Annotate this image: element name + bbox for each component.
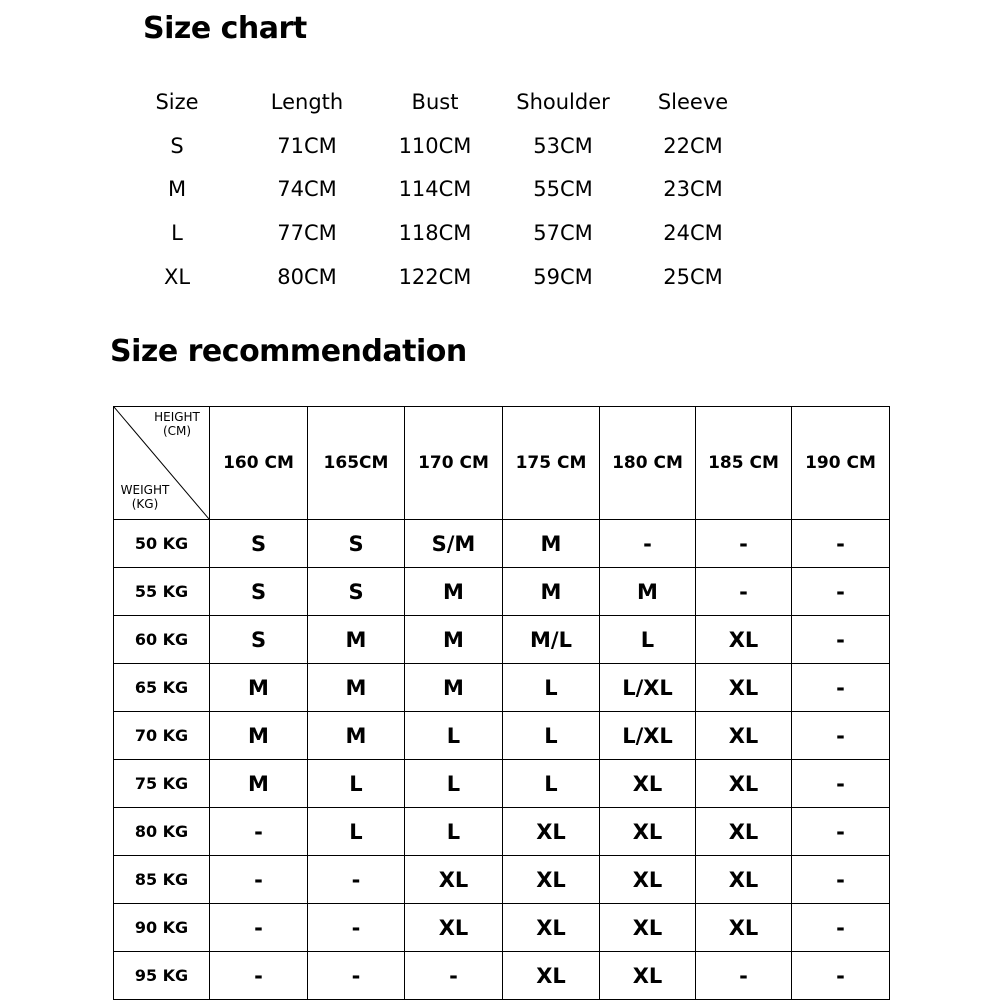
size-recommendation-table bbox=[113, 406, 890, 1000]
size-chart-header-shoulder: Shoulder bbox=[516, 90, 610, 114]
size-chart-row bbox=[110, 167, 810, 211]
weight-header: 60 KG bbox=[114, 616, 210, 664]
recommended-size-cell: L bbox=[308, 760, 405, 808]
recommended-size-cell: - bbox=[696, 568, 792, 616]
recommended-size-cell: XL bbox=[696, 904, 792, 952]
recommended-size-cell: - bbox=[696, 520, 792, 568]
height-header: 175 CM bbox=[503, 407, 600, 520]
recommended-size-cell: L bbox=[405, 712, 503, 760]
size-chart-row bbox=[110, 211, 810, 255]
weight-header: 55 KG bbox=[114, 568, 210, 616]
recommendation-row bbox=[114, 952, 890, 1000]
recommended-size-cell: M bbox=[210, 664, 308, 712]
weight-axis-label bbox=[117, 483, 173, 511]
height-header: 180 CM bbox=[600, 407, 696, 520]
recommended-size-cell: - bbox=[308, 904, 405, 952]
recommended-size-cell: - bbox=[210, 952, 308, 1000]
size-chart-cell-bust: 110CM bbox=[398, 134, 472, 158]
recommended-size-cell: XL bbox=[696, 712, 792, 760]
size-recommendation-title: Size recommendation bbox=[110, 334, 467, 369]
size-chart-cell-size: S bbox=[170, 134, 184, 158]
recommended-size-cell: - bbox=[308, 856, 405, 904]
recommended-size-cell: M/L bbox=[503, 616, 600, 664]
recommended-size-cell: M bbox=[308, 664, 405, 712]
recommended-size-cell: S bbox=[210, 520, 308, 568]
weight-header: 85 KG bbox=[114, 856, 210, 904]
recommended-size-cell: - bbox=[792, 616, 890, 664]
size-chart-cell-sleeve: 25CM bbox=[663, 265, 723, 289]
recommended-size-cell: - bbox=[210, 904, 308, 952]
size-chart-header-length: Length bbox=[270, 90, 344, 114]
recommended-size-cell: - bbox=[600, 520, 696, 568]
size-chart-cell-shoulder: 59CM bbox=[533, 265, 593, 289]
weight-header: 70 KG bbox=[114, 712, 210, 760]
recommended-size-cell: L/XL bbox=[600, 712, 696, 760]
weight-unit: (KG) bbox=[131, 497, 159, 511]
recommendation-row bbox=[114, 712, 890, 760]
size-chart-cell-bust: 114CM bbox=[398, 177, 472, 201]
recommended-size-cell: M bbox=[210, 760, 308, 808]
recommended-size-cell: L bbox=[503, 712, 600, 760]
weight-header: 95 KG bbox=[114, 952, 210, 1000]
recommended-size-cell: - bbox=[792, 808, 890, 856]
recommended-size-cell: - bbox=[792, 856, 890, 904]
recommended-size-cell: - bbox=[792, 520, 890, 568]
recommended-size-cell: M bbox=[600, 568, 696, 616]
recommended-size-cell: - bbox=[792, 760, 890, 808]
height-header: 160 CM bbox=[210, 407, 308, 520]
weight-header: 90 KG bbox=[114, 904, 210, 952]
recommended-size-cell: L bbox=[503, 664, 600, 712]
recommended-size-cell: - bbox=[405, 952, 503, 1000]
size-chart-title: Size chart bbox=[143, 11, 307, 46]
recommended-size-cell: L bbox=[503, 760, 600, 808]
recommended-size-cell: S bbox=[210, 616, 308, 664]
height-axis-label bbox=[147, 410, 207, 438]
weight-header: 50 KG bbox=[114, 520, 210, 568]
recommended-size-cell: XL bbox=[503, 808, 600, 856]
recommendation-row bbox=[114, 760, 890, 808]
size-chart-cell-length: 71CM bbox=[277, 134, 337, 158]
recommended-size-cell: M bbox=[405, 568, 503, 616]
size-chart-cell-length: 80CM bbox=[277, 265, 337, 289]
height-header: 170 CM bbox=[405, 407, 503, 520]
recommendation-row bbox=[114, 904, 890, 952]
recommended-size-cell: M bbox=[308, 712, 405, 760]
recommendation-row bbox=[114, 664, 890, 712]
recommended-size-cell: XL bbox=[503, 952, 600, 1000]
size-chart-cell-size: L bbox=[171, 221, 183, 245]
weight-header: 80 KG bbox=[114, 808, 210, 856]
size-chart-cell-length: 74CM bbox=[277, 177, 337, 201]
size-chart-cell-size: XL bbox=[163, 265, 191, 289]
recommended-size-cell: - bbox=[792, 568, 890, 616]
recommendation-row bbox=[114, 616, 890, 664]
recommended-size-cell: L bbox=[405, 760, 503, 808]
recommended-size-cell: S bbox=[308, 568, 405, 616]
size-chart-cell-shoulder: 57CM bbox=[533, 221, 593, 245]
recommended-size-cell: S/M bbox=[405, 520, 503, 568]
recommended-size-cell: - bbox=[792, 712, 890, 760]
height-header: 190 CM bbox=[792, 407, 890, 520]
recommended-size-cell: S bbox=[210, 568, 308, 616]
corner-header-cell bbox=[114, 407, 210, 520]
recommended-size-cell: XL bbox=[600, 952, 696, 1000]
size-chart-header-row bbox=[110, 80, 810, 124]
recommendation-header-row bbox=[114, 407, 890, 520]
weight-label: WEIGHT bbox=[120, 483, 170, 497]
recommended-size-cell: XL bbox=[405, 904, 503, 952]
recommended-size-cell: L bbox=[405, 808, 503, 856]
recommended-size-cell: L/XL bbox=[600, 664, 696, 712]
recommendation-row bbox=[114, 808, 890, 856]
size-chart-cell-shoulder: 53CM bbox=[533, 134, 593, 158]
size-chart-cell-length: 77CM bbox=[277, 221, 337, 245]
size-chart-cell-bust: 118CM bbox=[398, 221, 472, 245]
recommended-size-cell: M bbox=[405, 664, 503, 712]
recommended-size-cell: XL bbox=[600, 856, 696, 904]
recommended-size-cell: - bbox=[308, 952, 405, 1000]
recommended-size-cell: - bbox=[792, 664, 890, 712]
recommended-size-cell: XL bbox=[503, 856, 600, 904]
recommended-size-cell: XL bbox=[600, 760, 696, 808]
recommended-size-cell: M bbox=[308, 616, 405, 664]
recommended-size-cell: S bbox=[308, 520, 405, 568]
recommendation-row bbox=[114, 568, 890, 616]
height-unit: (CM) bbox=[162, 424, 192, 438]
recommended-size-cell: XL bbox=[696, 760, 792, 808]
recommended-size-cell: XL bbox=[696, 664, 792, 712]
recommended-size-cell: - bbox=[792, 952, 890, 1000]
recommended-size-cell: M bbox=[210, 712, 308, 760]
recommended-size-cell: L bbox=[308, 808, 405, 856]
recommended-size-cell: XL bbox=[696, 616, 792, 664]
recommended-size-cell: XL bbox=[503, 904, 600, 952]
size-chart-cell-shoulder: 55CM bbox=[533, 177, 593, 201]
size-chart-cell-sleeve: 22CM bbox=[663, 134, 723, 158]
size-chart-cell-sleeve: 23CM bbox=[663, 177, 723, 201]
recommended-size-cell: - bbox=[210, 856, 308, 904]
size-chart-cell-bust: 122CM bbox=[398, 265, 472, 289]
weight-header: 75 KG bbox=[114, 760, 210, 808]
size-chart-header-size: Size bbox=[155, 90, 199, 114]
size-chart-row bbox=[110, 124, 810, 168]
size-chart-cell-size: M bbox=[167, 177, 187, 201]
recommended-size-cell: M bbox=[503, 520, 600, 568]
recommended-size-cell: XL bbox=[696, 808, 792, 856]
recommendation-row bbox=[114, 520, 890, 568]
recommended-size-cell: M bbox=[405, 616, 503, 664]
height-header: 165CM bbox=[308, 407, 405, 520]
recommended-size-cell: - bbox=[210, 808, 308, 856]
recommended-size-cell: - bbox=[696, 952, 792, 1000]
recommended-size-cell: XL bbox=[600, 808, 696, 856]
recommended-size-cell: M bbox=[503, 568, 600, 616]
height-header: 185 CM bbox=[696, 407, 792, 520]
recommended-size-cell: XL bbox=[696, 856, 792, 904]
size-chart-header-bust: Bust bbox=[411, 90, 459, 114]
size-chart-cell-sleeve: 24CM bbox=[663, 221, 723, 245]
recommended-size-cell: L bbox=[600, 616, 696, 664]
recommended-size-cell: - bbox=[792, 904, 890, 952]
height-label: HEIGHT bbox=[154, 410, 200, 424]
size-chart-header-sleeve: Sleeve bbox=[657, 90, 729, 114]
weight-header: 65 KG bbox=[114, 664, 210, 712]
recommended-size-cell: XL bbox=[405, 856, 503, 904]
recommended-size-cell: XL bbox=[600, 904, 696, 952]
recommendation-row bbox=[114, 856, 890, 904]
size-chart-row bbox=[110, 255, 810, 299]
